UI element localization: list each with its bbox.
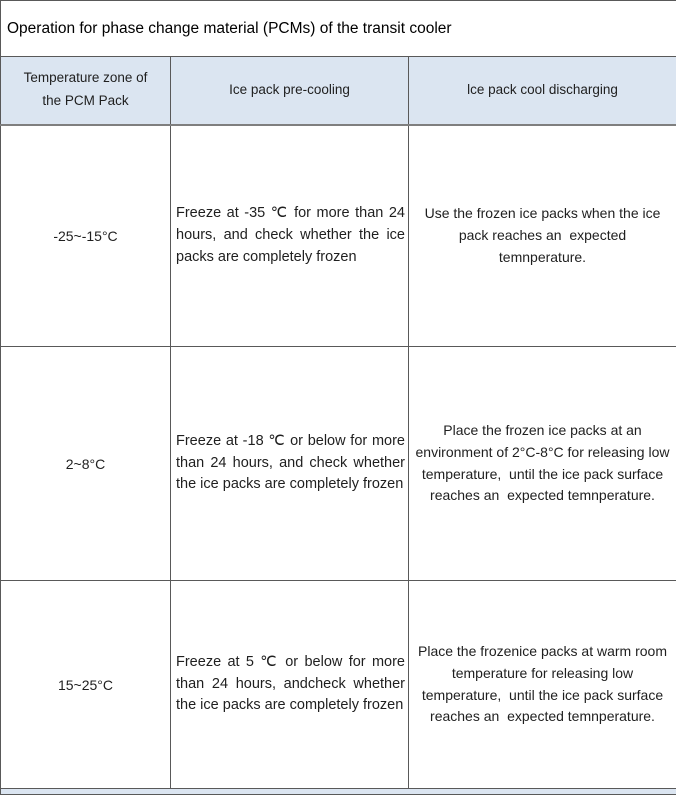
header-precooling: Ice pack pre-cooling [171,57,409,125]
partial-row-cell [1,789,676,795]
discharging-cell: Place the frozen ice packs at an environment of 2°C-8°C for releasing low temperature, until the ice pack surface reaches an expected temnperature. [409,347,676,581]
zone-cell: -25~-15°C [1,125,171,347]
table-row [1,581,676,789]
header-cool-discharging: lce pack cool discharging [409,57,676,125]
discharging-cell: Place the frozenice packs at warm room temperature for releasing low temperature, until the ice pack surface reaches an expected temnperature. [409,581,676,789]
title-row [1,1,676,57]
table-row [1,125,676,347]
header-temperature-zone: Temperature zone of the PCM Pack [1,57,171,125]
precooling-cell: Freeze at -18 ℃ or below for more than 24 hours, and check whether the ice packs are completely frozen [171,347,409,581]
precooling-cell: Freeze at 5 ℃ or below for more than 24 hours, andcheck whether the ice packs are completely frozen [171,581,409,789]
next-row-partial-strip [1,789,676,795]
precooling-cell: Freeze at -35 ℃ for more than 24 hours, and check whether the ice packs are completely frozen [171,125,409,347]
discharging-cell: Use the frozen ice packs when the ice pack reaches an expected temnperature. [409,125,676,347]
zone-cell: 2~8°C [1,347,171,581]
header-row [1,57,676,125]
zone-cell: 15~25°C [1,581,171,789]
table-row [1,347,676,581]
table-title: Operation for phase change material (PCMs) of the transit cooler [1,1,676,57]
